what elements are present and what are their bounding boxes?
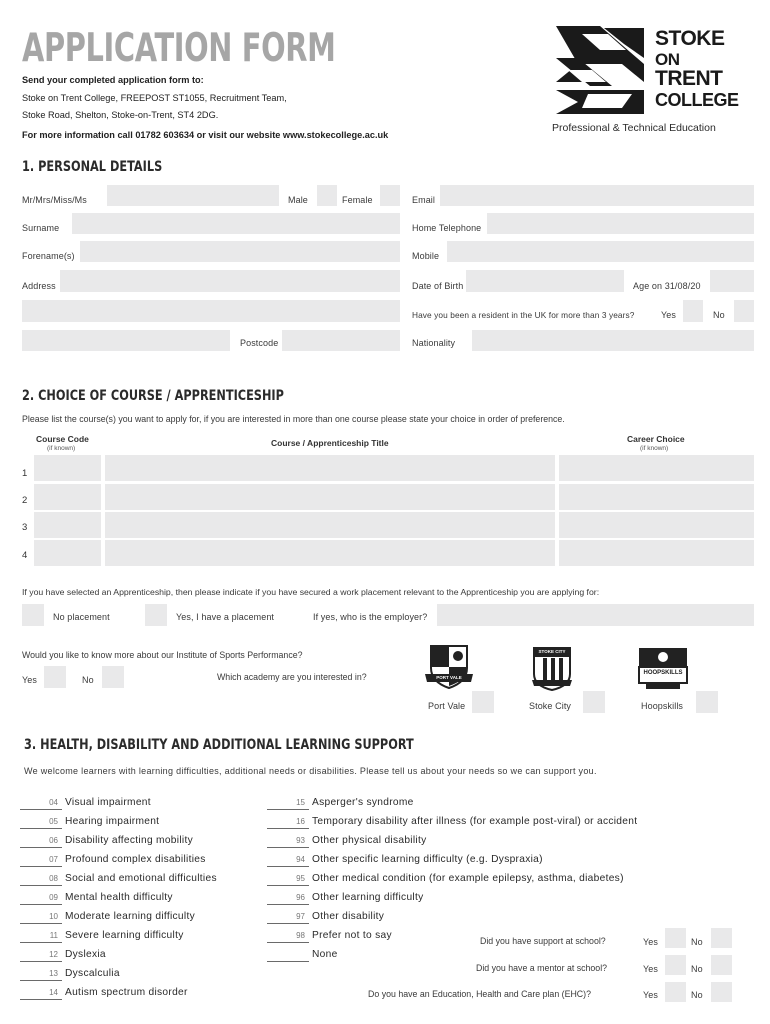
section-health-heading: 3. HEALTH, DISABILITY AND ADDITIONAL LEARNING SUPPORT [24, 737, 414, 753]
health-code[interactable]: 98 [267, 930, 309, 943]
support-yes-checkbox[interactable] [665, 928, 686, 948]
academy-hoopskills-label: Hoopskills [641, 701, 684, 711]
health-code[interactable]: 93 [267, 835, 309, 848]
hoopskills-badge-text: HOOPSKILLS [643, 670, 683, 676]
course-code-input-2[interactable] [34, 484, 101, 510]
course-row-number: 2 [22, 495, 28, 506]
health-code[interactable]: 16 [267, 816, 309, 829]
ehc-yes-label: Yes [643, 990, 658, 1000]
support-no-checkbox[interactable] [711, 928, 732, 948]
col-career-choice: Career Choice [627, 434, 685, 444]
surname-label: Surname [22, 223, 60, 233]
apprenticeship-question: If you have selected an Apprenticeship, then please indicate if you have secured a work placement relevant to the Apprenticeship you are applying for: [22, 587, 600, 597]
health-code[interactable]: 14 [20, 987, 62, 1000]
academy-port-vale-checkbox[interactable] [472, 691, 494, 713]
male-label: Male [288, 195, 308, 205]
health-code[interactable]: 96 [267, 892, 309, 905]
mentor-yes-label: Yes [643, 964, 658, 974]
date-of-birth-label: Date of Birth [412, 281, 464, 291]
title-label: Mr/Mrs/Miss/Ms [22, 195, 87, 205]
postcode-input[interactable] [282, 330, 400, 351]
support-no-label: No [691, 937, 703, 947]
male-checkbox[interactable] [317, 185, 337, 206]
age-input[interactable] [710, 270, 754, 292]
port-vale-badge-text: PORT VALE [436, 675, 462, 680]
employer-input[interactable] [437, 604, 754, 626]
academy-question: Which academy are you interested in? [217, 672, 367, 682]
career-choice-input-2[interactable] [559, 484, 754, 510]
email-label: Email [412, 195, 436, 205]
sports-no-checkbox[interactable] [102, 666, 124, 688]
health-item-label: Profound complex disabilities [65, 854, 206, 865]
course-code-input-4[interactable] [34, 540, 101, 566]
health-item-label: Visual impairment [65, 797, 151, 808]
ehc-plan-question: Do you have an Education, Health and Care plan (EHC)? [368, 989, 591, 999]
health-item-label: Moderate learning difficulty [65, 911, 195, 922]
section-personal-heading: 1. PERSONAL DETAILS [22, 159, 163, 175]
course-row-number: 4 [22, 550, 28, 561]
address-input-line-3[interactable] [22, 330, 230, 351]
forenames-label: Forename(s) [22, 251, 75, 261]
home-telephone-input[interactable] [487, 213, 754, 234]
academy-stoke-city-label: Stoke City [529, 701, 572, 711]
course-title-input-3[interactable] [105, 512, 555, 538]
health-code[interactable]: 05 [20, 816, 62, 829]
nationality-input[interactable] [472, 330, 754, 351]
health-code[interactable]: 95 [267, 873, 309, 886]
hoopskills-badge-icon [636, 645, 690, 691]
academy-hoopskills-checkbox[interactable] [696, 691, 718, 713]
sports-yes-checkbox[interactable] [44, 666, 66, 688]
course-title-input-1[interactable] [105, 455, 555, 481]
col-course-code-sub: (if known) [47, 445, 76, 452]
title-input[interactable] [107, 185, 279, 206]
mentor-no-checkbox[interactable] [711, 955, 732, 975]
forenames-input[interactable] [80, 241, 400, 262]
career-choice-input-4[interactable] [559, 540, 754, 566]
course-code-input-1[interactable] [34, 455, 101, 481]
health-code[interactable]: 07 [20, 854, 62, 867]
yes-placement-label: Yes, I have a placement [176, 612, 275, 622]
course-row-number: 3 [22, 522, 28, 533]
sports-no-label: No [82, 675, 94, 685]
logo-line-trent: TRENT [655, 67, 723, 90]
health-item-label: Asperger's syndrome [312, 797, 414, 808]
female-label: Female [342, 195, 373, 205]
health-item-label: Social and emotional difficulties [65, 873, 217, 884]
port-vale-badge-icon [423, 640, 475, 692]
health-code[interactable]: 11 [20, 930, 62, 943]
college-logo-icon [552, 24, 648, 116]
home-telephone-label: Home Telephone [412, 223, 482, 233]
mentor-yes-checkbox[interactable] [665, 955, 686, 975]
stoke-city-badge-icon [530, 644, 574, 692]
logo-line-stoke: STOKE [655, 27, 725, 50]
col-course-title: Course / Apprenticeship Title [271, 438, 389, 448]
course-code-input-3[interactable] [34, 512, 101, 538]
uk-resident-question: Have you been a resident in the UK for more than 3 years? [412, 310, 635, 320]
logo-line-college: COLLEGE [655, 90, 739, 110]
health-code[interactable]: 09 [20, 892, 62, 905]
ehc-no-label: No [691, 990, 703, 1000]
support-at-school-question: Did you have support at school? [480, 936, 606, 946]
health-item-label: Dyslexia [65, 949, 106, 960]
course-title-input-4[interactable] [105, 540, 555, 566]
resident-yes-checkbox[interactable] [683, 300, 703, 322]
sports-yes-label: Yes [22, 675, 37, 685]
address-label: Address [22, 281, 56, 291]
send-heading: Send your completed application form to: [22, 75, 204, 85]
course-title-input-2[interactable] [105, 484, 555, 510]
course-instruction: Please list the course(s) you want to apply for, if you are interested in more than one course please state your choice in order of preference. [22, 414, 565, 424]
course-row-number: 1 [22, 468, 28, 479]
col-course-code: Course Code [36, 434, 89, 444]
health-item-label: Temporary disability after illness (for example post-viral) or accident [312, 816, 638, 827]
health-code[interactable]: 04 [20, 797, 62, 810]
address-line-1: Stoke on Trent College, FREEPOST ST1055, Recruitment Team, [22, 93, 287, 103]
health-item-label: Prefer not to say [312, 930, 392, 941]
age-label: Age on 31/08/20 [633, 281, 701, 291]
surname-input[interactable] [72, 213, 400, 234]
mobile-input[interactable] [447, 241, 754, 262]
resident-no-checkbox[interactable] [734, 300, 754, 322]
career-choice-input-1[interactable] [559, 455, 754, 481]
health-code[interactable]: 06 [20, 835, 62, 848]
health-code[interactable]: 13 [20, 968, 62, 981]
col-career-choice-sub: (if known) [640, 445, 669, 452]
health-code[interactable]: 15 [267, 797, 309, 810]
section-course-heading: 2. CHOICE OF COURSE / APPRENTICESHIP [22, 388, 284, 404]
no-placement-label: No placement [53, 612, 110, 622]
support-yes-label: Yes [643, 937, 658, 947]
health-item-label: Other medical condition (for example epilepsy, asthma, diabetes) [312, 873, 624, 884]
resident-no-label: No [713, 310, 725, 320]
ehc-no-checkbox[interactable] [711, 982, 732, 1002]
sports-question: Would you like to know more about our Institute of Sports Performance? [22, 650, 303, 660]
stoke-city-badge-text: STOKE CITY [538, 649, 566, 654]
academy-stoke-city-checkbox[interactable] [583, 691, 605, 713]
health-code[interactable] [267, 949, 309, 962]
address-line-2: Stoke Road, Shelton, Stoke-on-Trent, ST4 2DG. [22, 110, 219, 120]
health-item-label: Mental health difficulty [65, 892, 173, 903]
health-item-label: Hearing impairment [65, 816, 160, 827]
address-input-line-2[interactable] [22, 300, 400, 322]
mentor-question: Did you have a mentor at school? [476, 963, 608, 973]
health-intro: We welcome learners with learning difficulties, additional needs or disabilities. Please tell us about your needs so we can support you. [24, 766, 597, 776]
health-code[interactable]: 10 [20, 911, 62, 924]
health-code[interactable]: 97 [267, 911, 309, 924]
mobile-label: Mobile [412, 251, 440, 261]
no-placement-checkbox[interactable] [22, 604, 44, 626]
health-item-label: Other disability [312, 911, 385, 922]
yes-placement-checkbox[interactable] [145, 604, 167, 626]
health-code[interactable]: 12 [20, 949, 62, 962]
employer-label: If yes, who is the employer? [313, 612, 428, 622]
health-code[interactable]: 94 [267, 854, 309, 867]
health-item-label: Severe learning difficulty [65, 930, 184, 941]
date-of-birth-input[interactable] [466, 270, 624, 292]
postcode-label: Postcode [240, 338, 279, 348]
more-info-text: For more information call 01782 603634 or visit our website www.stokecollege.ac.uk [22, 130, 389, 140]
health-item-label: Other specific learning difficulty (e.g. Dyspraxia) [312, 854, 543, 865]
resident-yes-label: Yes [661, 310, 676, 320]
female-checkbox[interactable] [380, 185, 400, 206]
academy-port-vale-label: Port Vale [428, 701, 466, 711]
ehc-yes-checkbox[interactable] [665, 982, 686, 1002]
mentor-no-label: No [691, 964, 703, 974]
career-choice-input-3[interactable] [559, 512, 754, 538]
health-item-label: None [312, 949, 338, 960]
email-input[interactable] [440, 185, 754, 206]
health-code[interactable]: 08 [20, 873, 62, 886]
nationality-label: Nationality [412, 338, 456, 348]
form-title: APPLICATION FORM [22, 26, 336, 71]
health-item-label: Dyscalculia [65, 968, 120, 979]
health-item-label: Other physical disability [312, 835, 427, 846]
spacer [650, 300, 658, 322]
health-item-label: Disability affecting mobility [65, 835, 193, 846]
address-input-line-1[interactable] [60, 270, 400, 292]
health-item-label: Autism spectrum disorder [65, 987, 188, 998]
logo-tagline: Professional & Technical Education [552, 122, 716, 134]
logo-line-on: ON [655, 50, 680, 69]
health-item-label: Other learning difficulty [312, 892, 424, 903]
